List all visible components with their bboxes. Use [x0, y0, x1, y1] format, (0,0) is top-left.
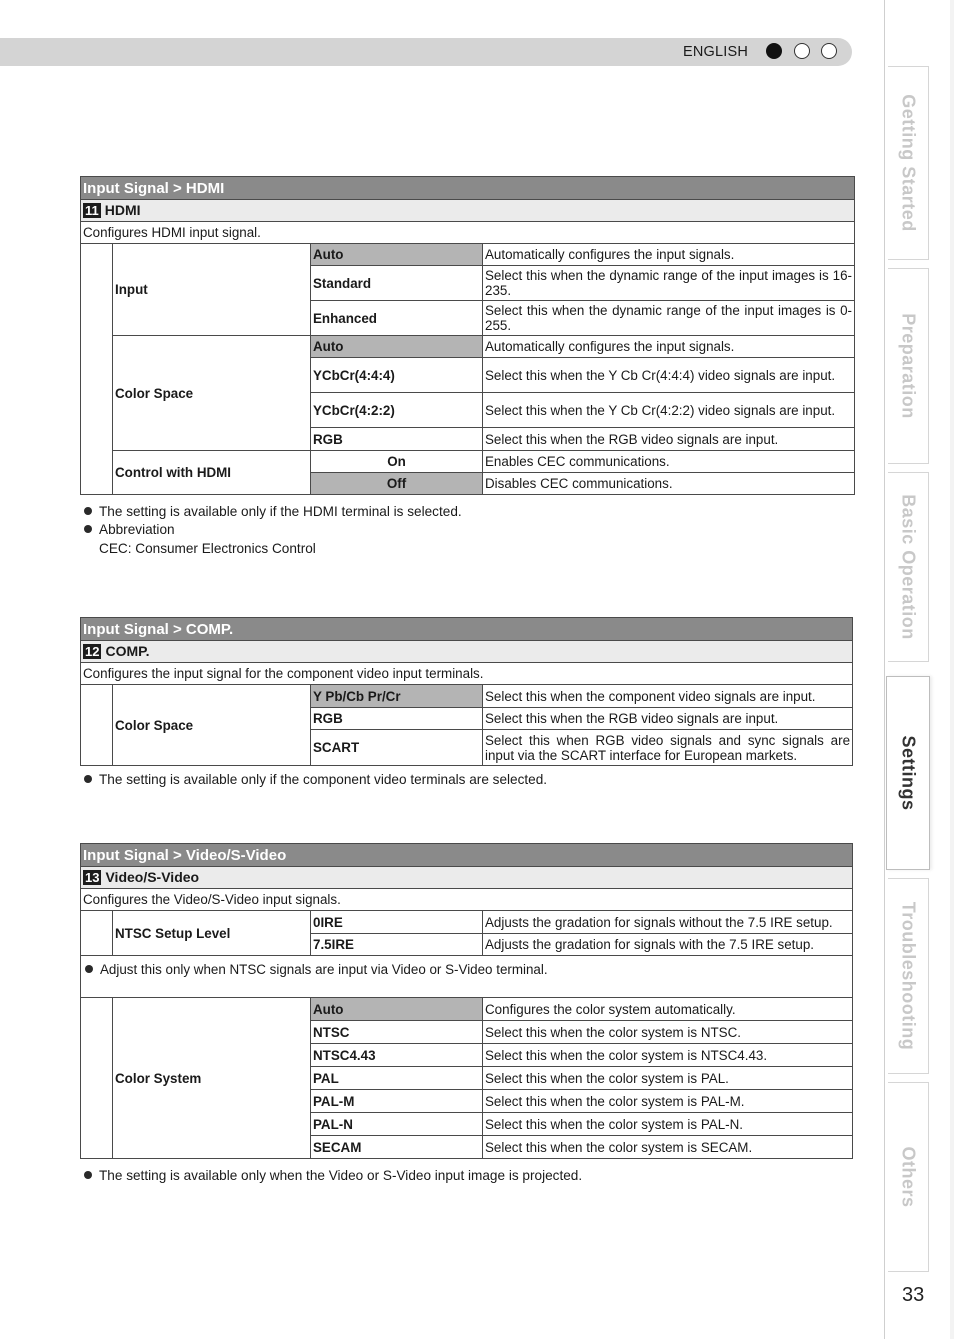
option-name: PAL	[311, 1067, 483, 1090]
bullet-icon	[84, 1171, 92, 1179]
option-name: NTSC4.43	[311, 1044, 483, 1067]
page-number: 33	[902, 1284, 925, 1306]
section-title: Input Signal > HDMI	[81, 177, 855, 200]
option-name: 7.5IRE	[311, 934, 483, 956]
item-name: HDMI	[104, 202, 141, 218]
section-title: Input Signal > COMP.	[81, 618, 853, 641]
language-indicator-empty-icon	[794, 43, 810, 59]
language-indicator-empty-icon	[821, 43, 837, 59]
note-text: The setting is available only when the Video or S-Video input image is projected.	[99, 1168, 583, 1183]
page-edge	[950, 0, 954, 1339]
bullet-icon	[85, 965, 93, 973]
item-name: COMP.	[105, 643, 150, 659]
bullet-icon	[84, 775, 92, 783]
language-label: ENGLISH	[683, 44, 749, 60]
tab-preparation[interactable]	[888, 268, 929, 464]
tab-label: Troubleshooting	[898, 901, 919, 1051]
comp-settings-table	[80, 617, 853, 766]
note	[84, 503, 462, 521]
option-name: Enhanced	[311, 301, 483, 336]
note: CEC: Consumer Electronics Control	[99, 541, 316, 556]
item-heading	[81, 200, 855, 222]
indent-cell	[81, 911, 113, 956]
note-text: Adjust this only when NTSC signals are input via Video or S-Video terminal.	[100, 962, 548, 977]
bullet-icon	[84, 525, 92, 533]
option-description: Disables CEC communications.	[483, 473, 855, 495]
note-text: The setting is available only if the component video terminals are selected.	[99, 772, 548, 787]
item-description: Configures the input signal for the component video input terminals.	[81, 663, 853, 685]
tab-getting-started[interactable]	[888, 66, 929, 260]
option-name: YCbCr(4:2:2)	[311, 393, 483, 428]
option-name: PAL-N	[311, 1113, 483, 1136]
option-name: RGB	[311, 708, 483, 730]
option-name: 0IRE	[311, 911, 483, 934]
option-name: Auto	[311, 336, 483, 358]
ntsc-note-row	[81, 956, 853, 998]
option-description: Select this when the dynamic range of the input images is 16-235.	[483, 266, 855, 301]
indent-cell	[81, 998, 113, 1159]
setting-label: Input	[113, 244, 311, 336]
tab-label: Others	[898, 1146, 919, 1208]
option-description: Select this when the color system is PAL-N.	[483, 1113, 853, 1136]
item-description: Configures HDMI input signal.	[81, 222, 855, 244]
tab-settings[interactable]	[886, 676, 930, 870]
video-settings-table	[80, 843, 853, 1159]
option-name: On	[311, 451, 483, 473]
option-description: Adjusts the gradation for signals with the 7.5 IRE setup.	[483, 934, 853, 956]
option-description: Select this when the color system is NTSC4.43.	[483, 1044, 853, 1067]
setting-label: Color System	[113, 998, 311, 1159]
tab-label: Preparation	[898, 313, 919, 419]
hdmi-settings-table	[80, 176, 855, 495]
item-number-badge: 12	[85, 644, 100, 659]
option-description: Select this when the color system is SECAM.	[483, 1136, 853, 1159]
option-description: Select this when the component video signals are input.	[483, 685, 853, 708]
item-heading	[81, 867, 853, 889]
option-description: Automatically configures the input signals.	[483, 244, 855, 266]
option-description: Automatically configures the input signals.	[483, 336, 855, 358]
option-description: Select this when the Y Cb Cr(4:4:4) video signals are input.	[483, 358, 855, 393]
option-description: Select this when the RGB video signals are input.	[483, 428, 855, 451]
setting-label: Control with HDMI	[113, 451, 311, 495]
option-name: Standard	[311, 266, 483, 301]
tab-label: Basic Operation	[898, 494, 919, 640]
option-name: NTSC	[311, 1021, 483, 1044]
option-description: Select this when the color system is PAL-M.	[483, 1090, 853, 1113]
note	[84, 521, 175, 539]
option-name: RGB	[311, 428, 483, 451]
setting-label: NTSC Setup Level	[113, 911, 311, 956]
setting-label: Color Space	[113, 685, 311, 766]
indent-cell	[81, 685, 113, 766]
option-description: Select this when the color system is NTSC.	[483, 1021, 853, 1044]
item-number-badge: 13	[85, 870, 100, 885]
option-name: SECAM	[311, 1136, 483, 1159]
option-description: Adjusts the gradation for signals without the 7.5 IRE setup.	[483, 911, 853, 934]
option-name: Off	[311, 473, 483, 495]
note-text: Abbreviation	[99, 522, 175, 537]
option-description: Select this when RGB video signals and sync signals are input via the SCART interface for European markets.	[483, 730, 853, 766]
tab-basic-operation[interactable]	[888, 472, 929, 662]
option-name: PAL-M	[311, 1090, 483, 1113]
note	[84, 1167, 582, 1185]
option-name: Auto	[311, 244, 483, 266]
section-title: Input Signal > Video/S-Video	[81, 844, 853, 867]
option-description: Configures the color system automatically.	[483, 998, 853, 1021]
option-name: Y Pb/Cb Pr/Cr	[311, 685, 483, 708]
tab-label: Settings	[898, 735, 919, 811]
note	[84, 771, 547, 789]
item-number-badge: 11	[85, 203, 99, 218]
note-text: The setting is available only if the HDMI terminal is selected.	[99, 504, 462, 519]
option-description: Select this when the color system is PAL.	[483, 1067, 853, 1090]
option-description: Select this when the Y Cb Cr(4:2:2) video signals are input.	[483, 393, 855, 428]
sidebar-divider	[884, 0, 885, 1339]
language-indicator-filled-icon	[766, 43, 782, 59]
indent-cell	[81, 244, 113, 495]
option-description: Select this when the RGB video signals are input.	[483, 708, 853, 730]
tab-troubleshooting[interactable]	[888, 878, 929, 1074]
item-heading	[81, 641, 853, 663]
option-name: SCART	[311, 730, 483, 766]
option-name: YCbCr(4:4:4)	[311, 358, 483, 393]
tab-others[interactable]	[888, 1082, 929, 1272]
item-description: Configures the Video/S-Video input signals.	[81, 889, 853, 911]
tab-label: Getting Started	[898, 94, 919, 232]
option-description: Select this when the dynamic range of the input images is 0-255.	[483, 301, 855, 336]
setting-label: Color Space	[113, 336, 311, 451]
bullet-icon	[84, 507, 92, 515]
option-description: Enables CEC communications.	[483, 451, 855, 473]
item-name: Video/S-Video	[105, 869, 200, 885]
option-name: Auto	[311, 998, 483, 1021]
